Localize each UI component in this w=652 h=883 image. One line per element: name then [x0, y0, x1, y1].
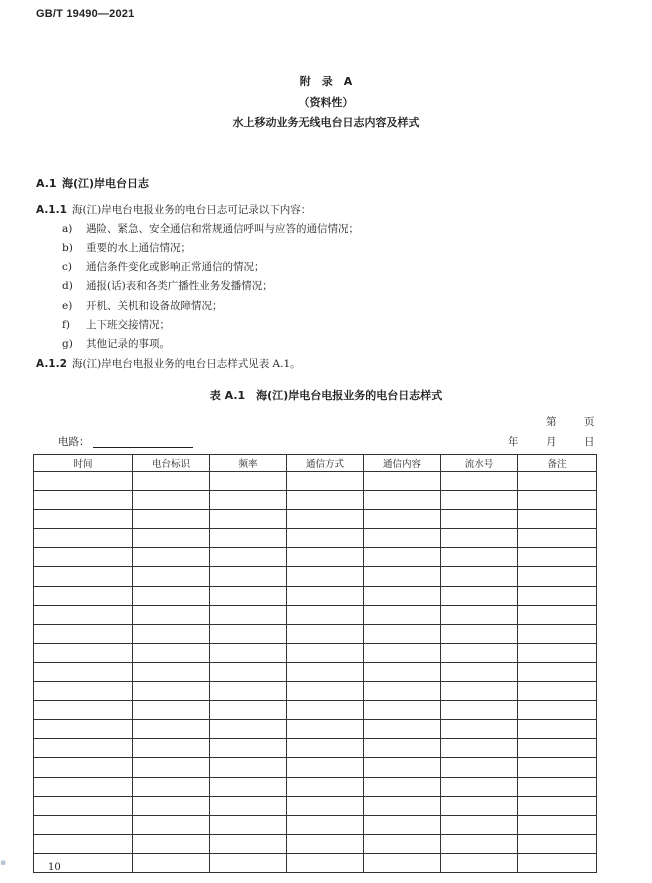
table-cell[interactable]: [441, 529, 518, 548]
table-cell[interactable]: [287, 815, 364, 834]
list-item: [62, 240, 191, 255]
list-item: [62, 298, 223, 313]
table-cell[interactable]: [133, 758, 210, 777]
list-item-marker: d): [62, 280, 73, 292]
table-row: [34, 529, 597, 548]
table-cell[interactable]: [210, 605, 287, 624]
table-cell[interactable]: [441, 643, 518, 662]
table-cell[interactable]: [34, 758, 133, 777]
table-cell[interactable]: [441, 662, 518, 681]
table-cell[interactable]: [518, 491, 597, 510]
table-cell[interactable]: [364, 548, 441, 567]
table-row: [34, 815, 597, 834]
table-cell[interactable]: [441, 739, 518, 758]
table-cell[interactable]: [34, 491, 133, 510]
table-cell[interactable]: [34, 567, 133, 586]
table-cell[interactable]: [441, 758, 518, 777]
table-row: [34, 834, 597, 853]
table-cell[interactable]: [133, 605, 210, 624]
list-item-text: 遇险、紧急、安全通信和常规通信呼叫与应答的通信情况；: [86, 223, 359, 235]
table-cell[interactable]: [210, 682, 287, 701]
table-cell[interactable]: [210, 643, 287, 662]
list-item-marker: c): [62, 261, 72, 273]
table-cell[interactable]: [518, 472, 597, 491]
table-cell[interactable]: [441, 701, 518, 720]
table-cell[interactable]: [364, 529, 441, 548]
table-cell[interactable]: [133, 491, 210, 510]
table-cell[interactable]: [364, 567, 441, 586]
table-row: [34, 662, 597, 681]
table-cell[interactable]: [518, 701, 597, 720]
table-cell[interactable]: [287, 529, 364, 548]
table-cell[interactable]: [364, 586, 441, 605]
table-cell[interactable]: [441, 548, 518, 567]
table-row: [34, 510, 597, 529]
table-cell[interactable]: [287, 720, 364, 739]
radio-log-table: [33, 454, 597, 873]
table-cell[interactable]: [287, 491, 364, 510]
list-item-text: 重要的水上通信情况；: [86, 242, 191, 254]
table-cell[interactable]: [34, 548, 133, 567]
list-item-marker: a): [62, 223, 73, 235]
table-cell[interactable]: [518, 720, 597, 739]
section-a1-heading: [36, 175, 149, 191]
list-item: [62, 221, 359, 236]
table-cell[interactable]: [210, 720, 287, 739]
list-item-text: 上下班交接情况；: [86, 319, 170, 331]
standard-number: GB/T 19490—2021: [36, 8, 135, 20]
table-cell[interactable]: [287, 510, 364, 529]
table-cell[interactable]: [364, 815, 441, 834]
table-cell[interactable]: [133, 548, 210, 567]
table-cell[interactable]: [133, 682, 210, 701]
table-cell[interactable]: [133, 834, 210, 853]
table-cell[interactable]: [518, 796, 597, 815]
column-header: 时间: [34, 455, 133, 472]
table-row: [34, 739, 597, 758]
table-cell[interactable]: [133, 510, 210, 529]
list-item: [62, 317, 170, 332]
table-cell[interactable]: [210, 662, 287, 681]
table-cell[interactable]: [441, 567, 518, 586]
table-cell[interactable]: [210, 472, 287, 491]
table-cell[interactable]: [133, 529, 210, 548]
table-cell[interactable]: [210, 510, 287, 529]
table-cell[interactable]: [34, 624, 133, 643]
table-cell[interactable]: [210, 567, 287, 586]
corner-watermark-mark: ▪: [0, 858, 7, 868]
table-cell[interactable]: [34, 605, 133, 624]
paragraph-a12: [36, 356, 301, 371]
table-cell[interactable]: [364, 796, 441, 815]
table-caption: 表 A.1 海(江)岸电台电报业务的电台日志样式: [209, 389, 443, 402]
table-cell[interactable]: [364, 662, 441, 681]
list-item-marker: g): [62, 338, 73, 350]
table-cell[interactable]: [518, 624, 597, 643]
table-cell[interactable]: [441, 491, 518, 510]
table-cell[interactable]: [133, 662, 210, 681]
table-cell[interactable]: [133, 472, 210, 491]
table-cell[interactable]: [133, 586, 210, 605]
table-cell[interactable]: [287, 834, 364, 853]
appendix-subtitle: 水上移动业务无线电台日志内容及样式: [232, 116, 420, 129]
table-cell[interactable]: [364, 777, 441, 796]
paragraph-text: 海(江)岸电台电报业务的电台日志样式见表 A.1。: [72, 358, 301, 370]
table-cell[interactable]: [441, 720, 518, 739]
table-cell[interactable]: [518, 548, 597, 567]
table-cell[interactable]: [364, 720, 441, 739]
table-cell[interactable]: [441, 815, 518, 834]
table-cell[interactable]: [518, 567, 597, 586]
table-cell[interactable]: [34, 796, 133, 815]
table-cell[interactable]: [133, 701, 210, 720]
table-cell[interactable]: [210, 739, 287, 758]
column-header: 电台标识: [133, 455, 210, 472]
section-title: 海(江)岸电台日志: [62, 177, 150, 190]
table-cell[interactable]: [210, 796, 287, 815]
table-cell[interactable]: [210, 701, 287, 720]
table-cell[interactable]: [287, 701, 364, 720]
list-item-text: 开机、关机和设备故障情况；: [86, 300, 223, 312]
paragraph-number: A.1.1: [36, 204, 67, 216]
table-cell[interactable]: [364, 853, 441, 872]
table-cell[interactable]: [364, 682, 441, 701]
table-cell[interactable]: [287, 624, 364, 643]
table-cell[interactable]: [518, 853, 597, 872]
table-cell[interactable]: [210, 853, 287, 872]
table-cell[interactable]: [34, 529, 133, 548]
table-cell[interactable]: [133, 815, 210, 834]
table-cell[interactable]: [34, 739, 133, 758]
table-cell[interactable]: [518, 586, 597, 605]
table-row: [34, 758, 597, 777]
table-cell[interactable]: [210, 624, 287, 643]
table-cell[interactable]: [441, 624, 518, 643]
table-cell[interactable]: [133, 643, 210, 662]
table-cell[interactable]: [518, 815, 597, 834]
table-cell[interactable]: [210, 548, 287, 567]
list-item: [62, 259, 265, 274]
table-cell[interactable]: [287, 662, 364, 681]
page-label-ye: 页: [584, 416, 595, 428]
table-cell[interactable]: [210, 586, 287, 605]
table-cell[interactable]: [34, 701, 133, 720]
table-cell[interactable]: [441, 605, 518, 624]
table-row: [34, 586, 597, 605]
date-day-label: 日: [584, 436, 595, 448]
date-year-label: 年: [508, 436, 519, 448]
appendix-nature: （资料性）: [298, 96, 354, 109]
list-item-marker: b): [62, 242, 73, 254]
table-cell[interactable]: [364, 739, 441, 758]
list-item: [62, 336, 170, 351]
table-cell[interactable]: [287, 682, 364, 701]
paragraph-number: A.1.2: [36, 358, 67, 370]
column-header: 备注: [518, 455, 597, 472]
table-row: [34, 643, 597, 662]
table-cell[interactable]: [518, 643, 597, 662]
table-row: [34, 701, 597, 720]
table-cell[interactable]: [210, 758, 287, 777]
table-row: [34, 491, 597, 510]
table-cell[interactable]: [210, 529, 287, 548]
table-cell[interactable]: [441, 853, 518, 872]
table-cell[interactable]: [287, 643, 364, 662]
table-cell[interactable]: [287, 777, 364, 796]
table-row: [34, 472, 597, 491]
table-cell[interactable]: [287, 586, 364, 605]
table-cell[interactable]: [518, 662, 597, 681]
table-row: [34, 777, 597, 796]
page-label-di: 第: [546, 416, 557, 428]
table-row: [34, 682, 597, 701]
table-cell[interactable]: [364, 834, 441, 853]
table-cell[interactable]: [287, 739, 364, 758]
table-cell[interactable]: [364, 758, 441, 777]
date-month-label: 月: [546, 436, 557, 448]
circuit-label: 电路：: [58, 436, 90, 448]
list-item-text: 通信条件变化或影响正常通信的情况；: [86, 261, 265, 273]
list-item-text: 通报(话)表和各类广播性业务发播情况；: [86, 280, 273, 292]
list-item-marker: e): [62, 300, 73, 312]
table-cell[interactable]: [518, 758, 597, 777]
circuit-input-line[interactable]: [93, 447, 193, 448]
table-cell[interactable]: [518, 777, 597, 796]
table-cell[interactable]: [287, 758, 364, 777]
table-cell[interactable]: [441, 834, 518, 853]
table-row: [34, 624, 597, 643]
table-cell[interactable]: [287, 548, 364, 567]
table-cell[interactable]: [133, 624, 210, 643]
section-number: A.1: [36, 177, 57, 190]
column-header: 频率: [210, 455, 287, 472]
table-cell[interactable]: [210, 834, 287, 853]
table-cell[interactable]: [518, 682, 597, 701]
table-cell[interactable]: [34, 586, 133, 605]
table-body: [34, 472, 597, 873]
table-cell[interactable]: [34, 720, 133, 739]
table-row: [34, 548, 597, 567]
table-row: [34, 720, 597, 739]
page-number: 10: [48, 862, 61, 873]
table-cell[interactable]: [518, 510, 597, 529]
table-cell[interactable]: [133, 796, 210, 815]
paragraph-a11: [36, 202, 311, 217]
table-cell[interactable]: [34, 510, 133, 529]
table-cell[interactable]: [364, 605, 441, 624]
table-cell[interactable]: [441, 586, 518, 605]
list-item-text: 其他记录的事项。: [86, 338, 170, 350]
table-cell[interactable]: [210, 491, 287, 510]
table-cell[interactable]: [34, 815, 133, 834]
table-cell[interactable]: [133, 720, 210, 739]
table-cell[interactable]: [518, 834, 597, 853]
table-row: [34, 605, 597, 624]
table-cell[interactable]: [441, 796, 518, 815]
table-cell[interactable]: [287, 472, 364, 491]
table-cell[interactable]: [287, 853, 364, 872]
paragraph-text: 海(江)岸电台电报业务的电台日志可记录以下内容：: [72, 204, 312, 216]
table-cell[interactable]: [518, 529, 597, 548]
table-cell[interactable]: [364, 701, 441, 720]
table-cell[interactable]: [518, 605, 597, 624]
table-cell[interactable]: [441, 777, 518, 796]
column-header: 通信方式: [287, 455, 364, 472]
table-cell[interactable]: [364, 472, 441, 491]
table-cell[interactable]: [518, 739, 597, 758]
table-cell[interactable]: [287, 605, 364, 624]
table-cell[interactable]: [34, 643, 133, 662]
appendix-title: 附 录 A: [299, 75, 353, 88]
table-cell[interactable]: [34, 682, 133, 701]
table-cell[interactable]: [210, 815, 287, 834]
table-cell[interactable]: [441, 472, 518, 491]
table-header-row: [34, 455, 597, 472]
table-cell[interactable]: [364, 643, 441, 662]
table-cell[interactable]: [34, 834, 133, 853]
table-row: [34, 796, 597, 815]
table-cell[interactable]: [34, 662, 133, 681]
table-cell[interactable]: [133, 853, 210, 872]
list-item: [62, 278, 273, 293]
table-row: [34, 853, 597, 872]
table-cell[interactable]: [441, 682, 518, 701]
table-cell[interactable]: [364, 624, 441, 643]
table-cell[interactable]: [133, 739, 210, 758]
table-cell[interactable]: [364, 491, 441, 510]
column-header: 流水号: [441, 455, 518, 472]
table-cell[interactable]: [34, 777, 133, 796]
list-item-marker: f): [62, 319, 70, 331]
table-cell[interactable]: [210, 777, 287, 796]
table-cell[interactable]: [133, 777, 210, 796]
table-cell[interactable]: [287, 796, 364, 815]
table-cell[interactable]: [133, 567, 210, 586]
column-header: 通信内容: [364, 455, 441, 472]
table-cell[interactable]: [287, 567, 364, 586]
table-row: [34, 567, 597, 586]
table-cell[interactable]: [441, 510, 518, 529]
table-cell[interactable]: [364, 510, 441, 529]
table-cell[interactable]: [34, 472, 133, 491]
